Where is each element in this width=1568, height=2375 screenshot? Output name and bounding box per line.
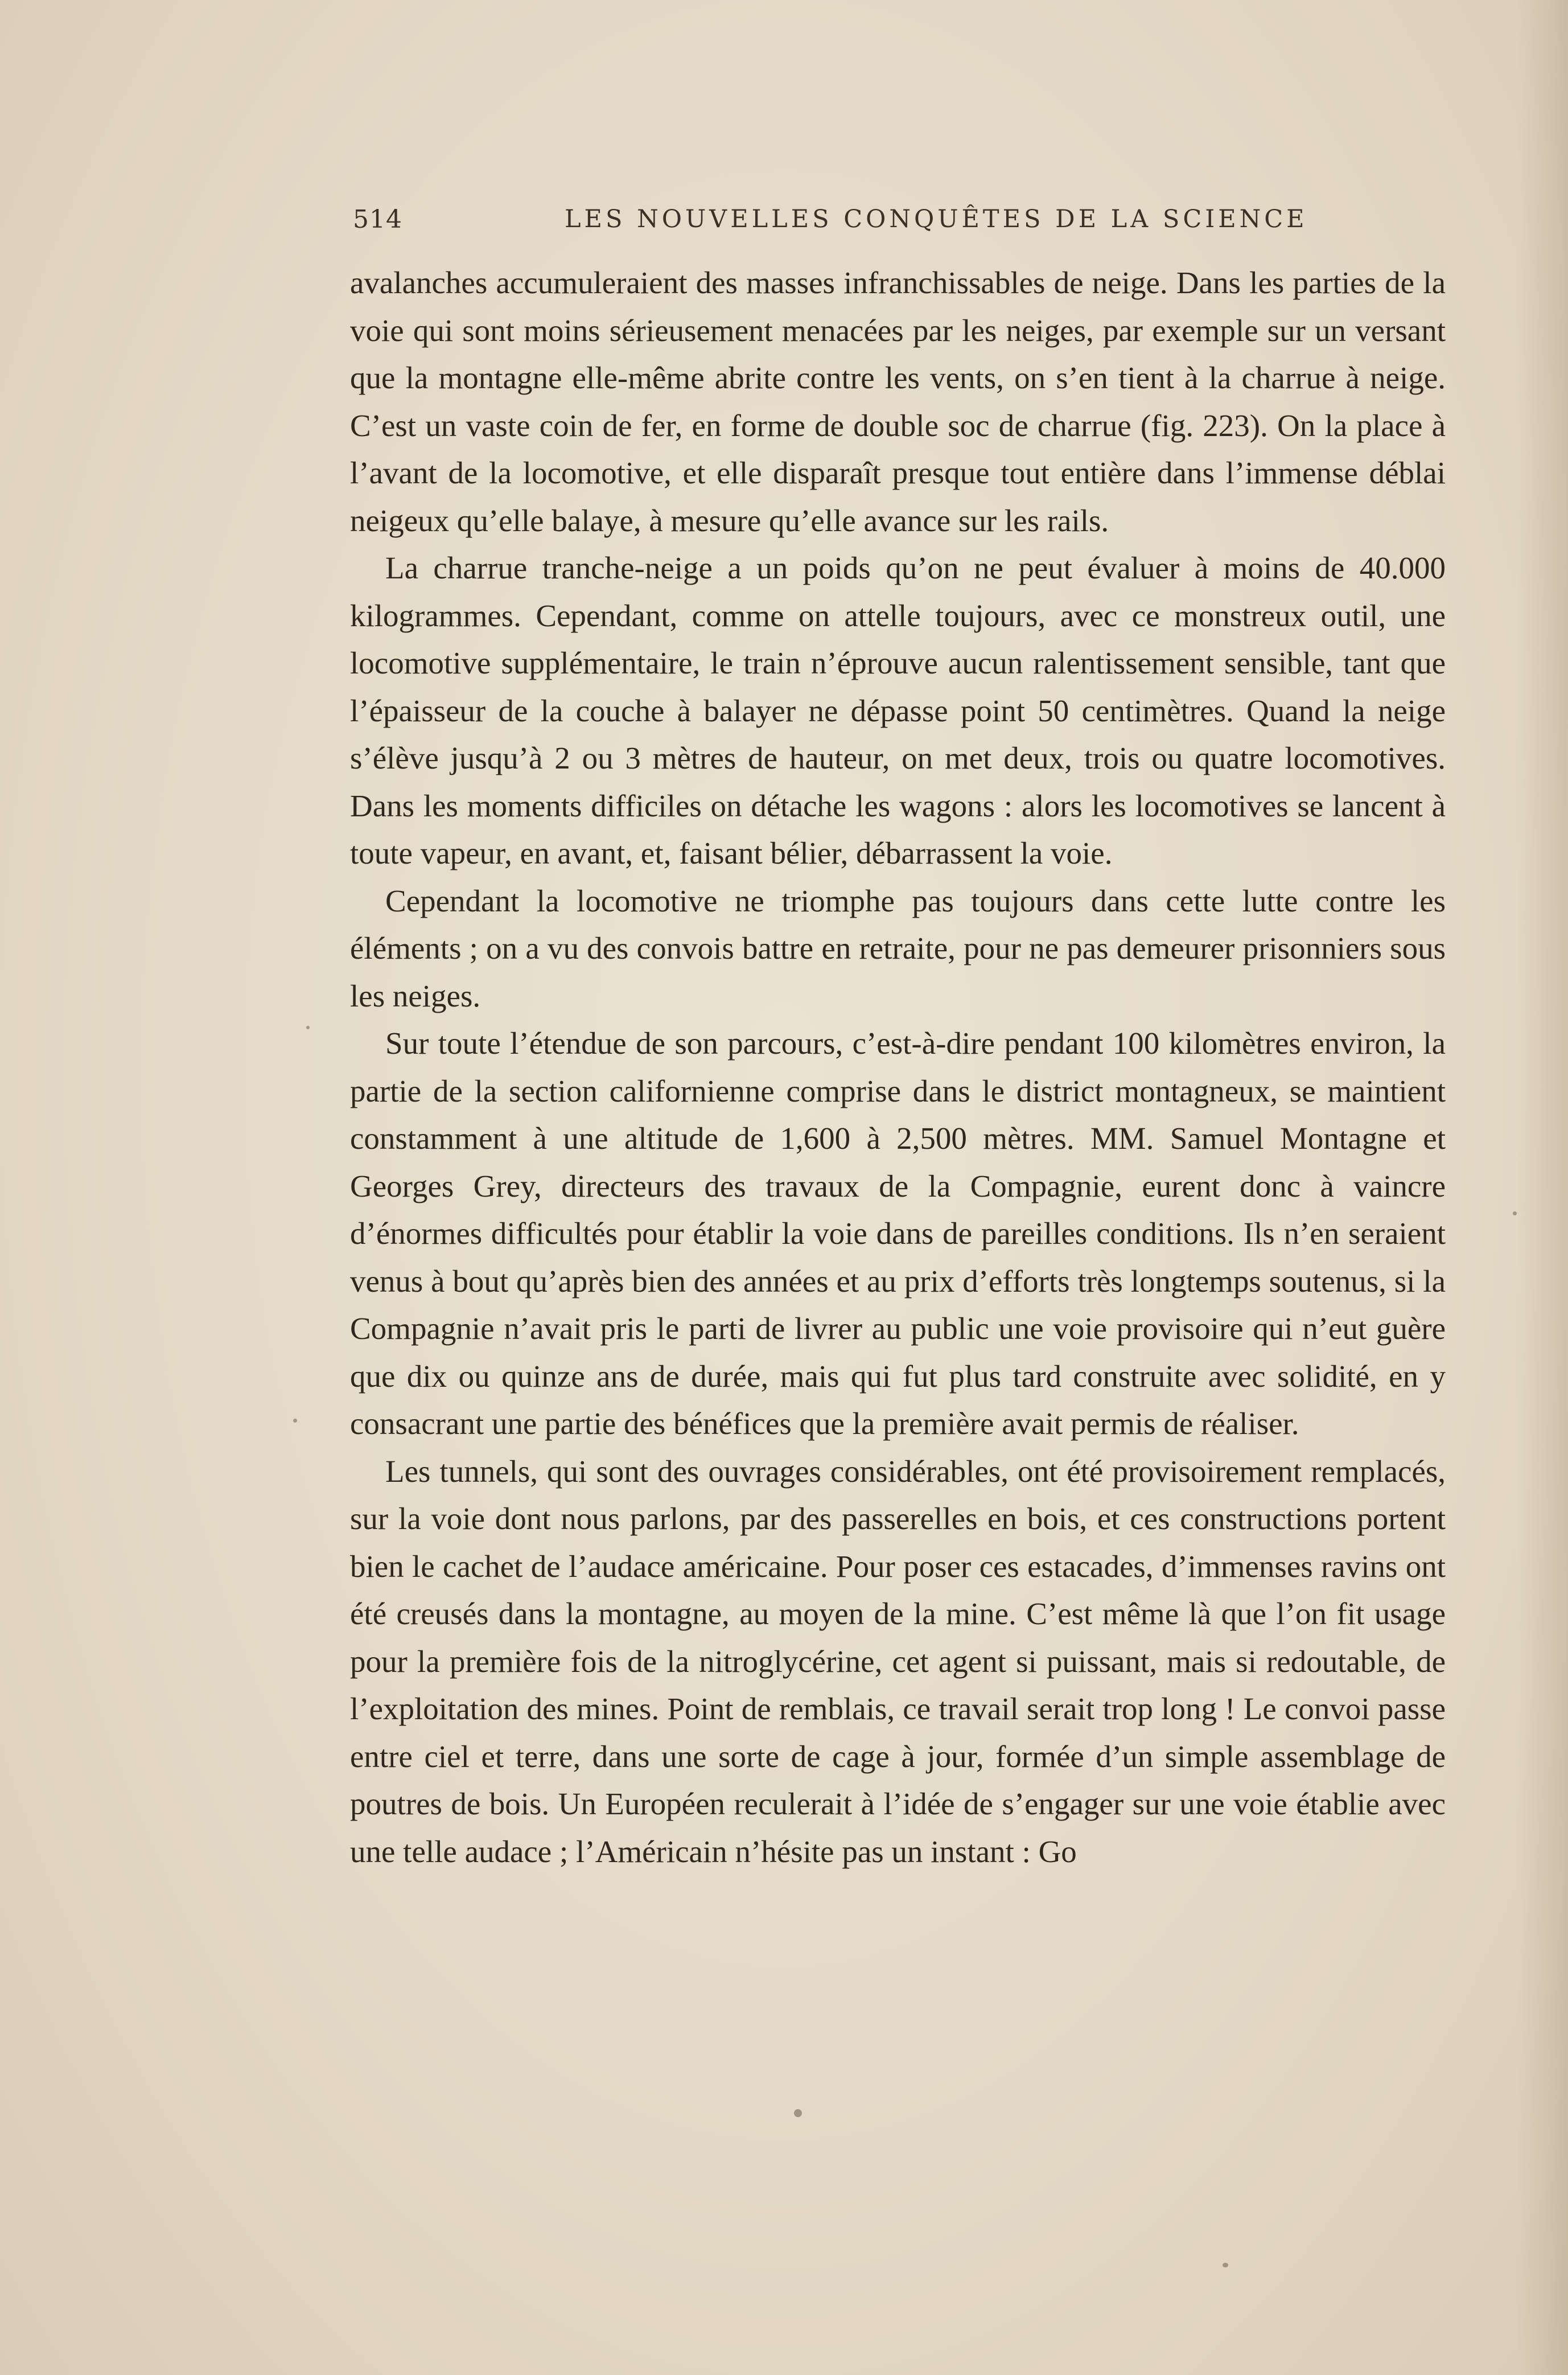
paragraph: La charrue tranche-neige a un poids qu’on ne peut évaluer à moins de 40.000 kilogrammes. Cependant, comme on attelle toujours, avec ce monstreux outil, une locomotive supplémentaire, le train n’éprouve aucun ralentissement sensible, tant que l’épaisseur de la couche à balayer ne dépasse point 50 centimètres. Quand la neige s’élève jusqu’à 2 ou 3 mètres de hauteur, on met deux, trois ou quatre locomotives. Dans les moments difficiles on détache les wagons : alors les locomotives se lancent à toute vapeur, en avant, et, faisant bélier, débarrassent la voie. <box>350 550 1446 870</box>
page-number: 514 <box>353 205 402 234</box>
paragraph: Cependant la locomotive ne triomphe pas toujours dans cette lutte contre les éléments ; on a vu des convois battre en retraite, pour ne pas demeurer prisonniers sous les neiges. <box>350 883 1446 1013</box>
paper-speck <box>1513 1211 1517 1215</box>
paragraph: Les tunnels, qui sont des ouvrages considérables, ont été provisoirement remplacés, sur la voie dont nous parlons, par des passerelles en bois, et ces constructions portent bien le cachet de l’audace américaine. Pour poser ces estacades, d’immenses ravins ont été creusés dans la montagne, au moyen de la mine. C’est même là que l’on fit usage pour la première fois de la nitroglycérine, cet agent si puissant, mais si redoutable, de l’exploitation des mines. Point de remblais, ce travail serait trop long ! Le convoi passe entre ciel et terre, dans une sorte de cage à jour, formée d’un simple assemblage de poutres de bois. Un Européen reculerait à l’idée de s’engager sur une voie établie avec une telle audace ; l’Américain n’hésite pas un instant : Go <box>350 1453 1446 1869</box>
paper-speck <box>794 2109 802 2117</box>
running-title: LES NOUVELLES CONQUÊTES DE LA SCIENCE <box>565 205 1308 233</box>
body-text <box>350 259 1446 1875</box>
paragraph: Sur toute l’étendue de son parcours, c’est-à-dire pendant 100 kilomètres environ, la partie de la section californienne comprise dans le district montagneux, se maintient constamment à une altitude de 1,600 à 2,500 mètres. MM. Samuel Montagne et Georges Grey, directeurs des travaux de la Compagnie, eurent donc à vaincre d’énormes difficultés pour établir la voie dans de pareilles conditions. Ils n’en seraient venus à bout qu’après bien des années et au prix d’efforts très longtemps soutenus, si la Compagnie n’avait pris le parti de livrer au public une voie provisoire qui n’eut guère que dix ou quinze ans de durée, mais qui fut plus tard construite avec solidité, en y consacrant une partie des bénéfices que la première avait permis de réaliser. <box>350 1026 1446 1441</box>
running-head <box>353 205 1446 239</box>
page-edge-shadow <box>1517 0 1568 2375</box>
paper-speck <box>306 1026 310 1029</box>
paper-speck <box>1223 2263 1228 2267</box>
paragraph: avalanches accumuleraient des masses infranchissables de neige. Dans les parties de la voie qui sont moins sérieusement menacées par les neiges, par exemple sur un versant que la montagne elle-même abrite contre les vents, on s’en tient à la charrue à neige. C’est un vaste coin de fer, en forme de double soc de charrue (fig. 223). On la place à l’avant de la locomotive, et elle disparaît presque tout entière dans l’immense déblai neigeux qu’elle balaye, à mesure qu’elle avance sur les rails. <box>350 265 1446 538</box>
paper-speck <box>293 1419 297 1423</box>
